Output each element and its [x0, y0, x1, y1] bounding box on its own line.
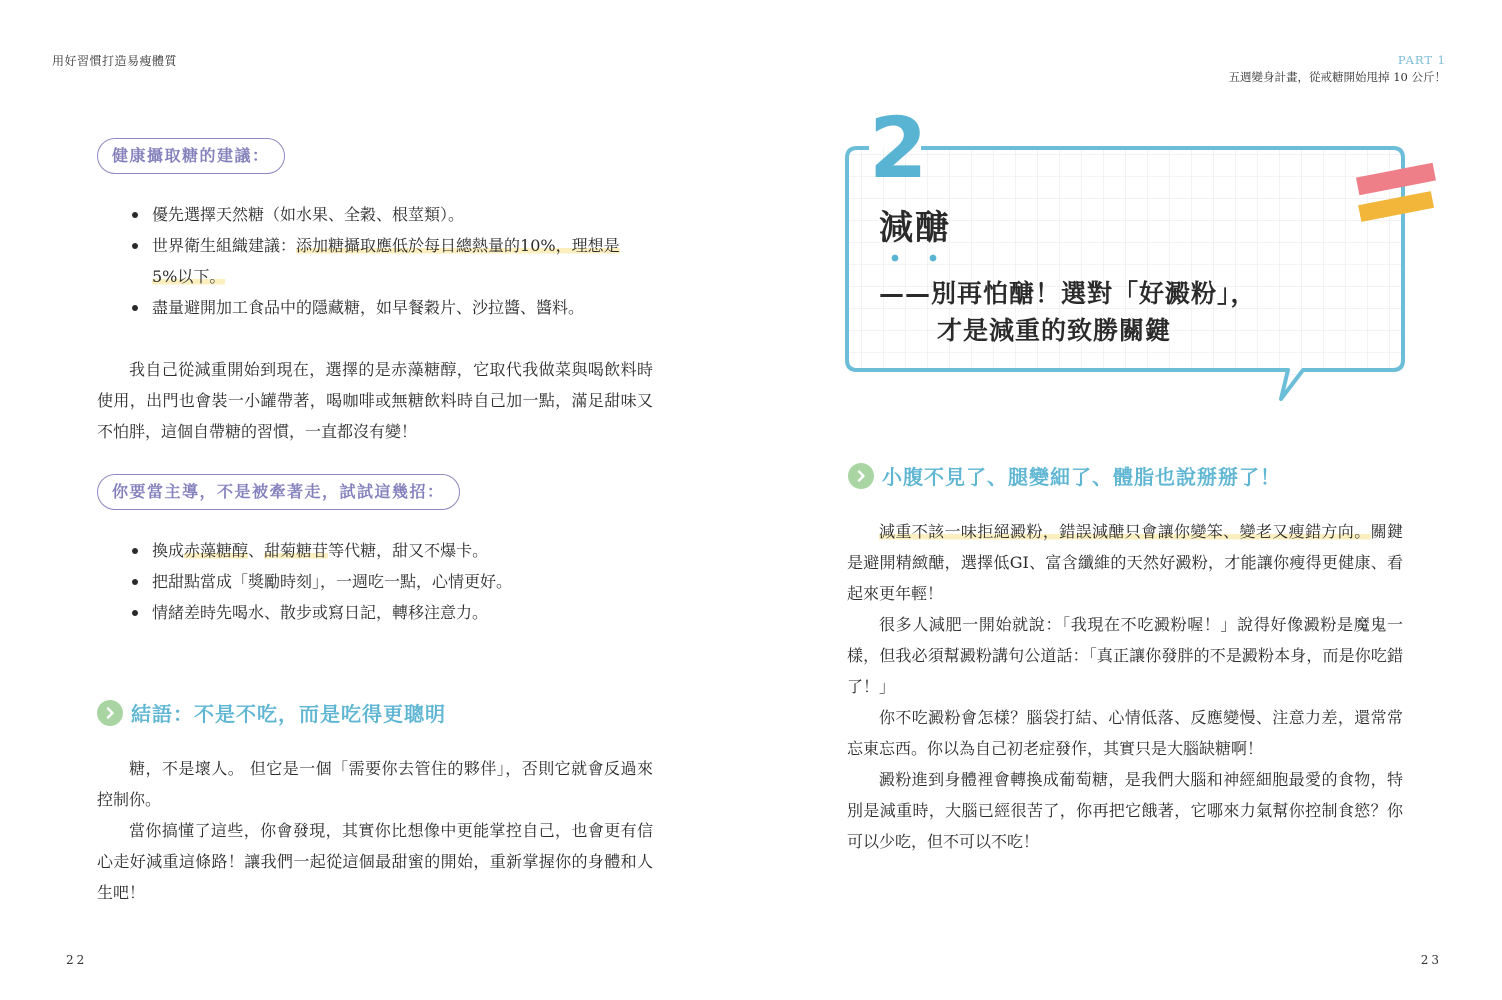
page-number: 22: [66, 953, 88, 967]
tip-tag-healthy-sugar: 健康攝取糖的建議：: [97, 138, 285, 174]
highlight-text: 添加糖攝取應低於每日總熱量的10%，理想是: [296, 236, 620, 255]
highlight-text: 甜菊糖苷: [264, 541, 329, 560]
chapter-title: 減醣: [879, 208, 951, 248]
chapter-subtitle: ——別再怕醣！選對「好澱粉」，: [879, 279, 1257, 308]
list-item: 換成赤藻糖醇、甜菊糖苷等代糖，甜又不爆卡。: [130, 535, 670, 566]
list-item: 盡量避開加工食品中的隱藏糖，如早餐穀片、沙拉醬、醬料。: [130, 292, 670, 323]
tip-tag-take-control: 你要當主導，不是被牽著走，試試這幾招：: [97, 474, 460, 510]
highlight-text: 5%以下。: [152, 267, 226, 286]
body-paragraph: 你不吃澱粉會怎樣？腦袋打結、心情低落、反應變慢、注意力差，還常常忘東忘西。你以為自己初老症發作，其實只是大腦缺糖啊！: [847, 708, 1403, 758]
highlight-text: 減重不該一味拒絕澱粉，錯誤減醣只會讓你變笨、變老又瘦錯方向。: [879, 522, 1371, 541]
chevron-right-icon: [97, 700, 123, 726]
section-title: 小腹不見了、腿變細了、體脂也說掰掰了！: [882, 465, 1281, 489]
chapter-number: 2: [869, 99, 926, 197]
part-label: PART 1: [1397, 53, 1446, 67]
body-paragraph: 糖，不是壞人。 但它是一個「需要你去管住的夥伴」，否則它就會反過來控制你。: [97, 759, 653, 809]
body-paragraph: 澱粉進到身體裡會轉換成葡萄糖，是我們大腦和神經細胞最愛的食物，特別是減重時，大腦已經很苦了，你再把它餓著，它哪來力氣幫你控制食慾？你可以少吃，但不可以不吃！: [847, 770, 1403, 851]
list-item: 世界衛生組織建議：添加糖攝取應低於每日總熱量的10%，理想是 5%以下。: [130, 230, 670, 292]
list-item: 優先選擇天然糖（如水果、全穀、根莖類）。: [130, 199, 670, 230]
body-paragraph: 減重不該一味拒絕澱粉，錯誤減醣只會讓你變笨、變老又瘦錯方向。關鍵是避開精緻醣，選擇低GI、富含纖維的天然好澱粉，才能讓你瘦得更健康、看起來更年輕！: [847, 522, 1403, 603]
right-page: [751, 0, 1502, 1000]
speech-bubble-icon: [751, 0, 1502, 420]
chevron-right-icon: [848, 463, 874, 489]
section-heading-conclusion: [97, 698, 446, 727]
highlight-text: 赤藻糖醇: [184, 541, 249, 560]
bullet-list-control-tips: [130, 535, 670, 628]
list-item: 情緒差時先喝水、散步或寫日記，轉移注意力。: [130, 597, 670, 628]
section-title: 結語：不是不吃，而是吃得更聰明: [131, 702, 446, 726]
chapter-subtitle: 才是減重的致勝關鍵: [937, 316, 1172, 345]
body-paragraph: 當你搞懂了這些，你會發現，其實你比想像中更能掌控自己，也會更有信心走好減重這條路！讓我們一起從這個最甜蜜的開始，重新掌握你的身體和人生吧！: [97, 821, 653, 902]
body-paragraph: 我自己從減重開始到現在，選擇的是赤藻糖醇，它取代我做菜與喝飲料時使用，出門也會裝一小罐帶著，喝咖啡或無糖飲料時自己加一點，滿足甜味又不怕胖，這個自帶糖的習慣，一直都沒有變！: [97, 360, 653, 441]
page-number: 23: [1420, 953, 1442, 967]
part-title: 五週變身計畫，從戒糖開始甩掉 10 公斤！: [1228, 70, 1446, 84]
body-paragraph: 很多人減肥一開始就說：「我現在不吃澱粉喔！」說得好像澱粉是魔鬼一樣，但我必須幫澱粉講句公道話：「真正讓你發胖的不是澱粉本身，而是你吃錯了！」: [847, 615, 1403, 696]
bullet-list-sugar-tips: [130, 199, 670, 323]
list-item: 把甜點當成「獎勵時刻」，一週吃一點，心情更好。: [130, 566, 670, 597]
section-heading-results: [848, 461, 1281, 490]
running-head: 用好習慣打造易瘦體質: [52, 54, 178, 68]
